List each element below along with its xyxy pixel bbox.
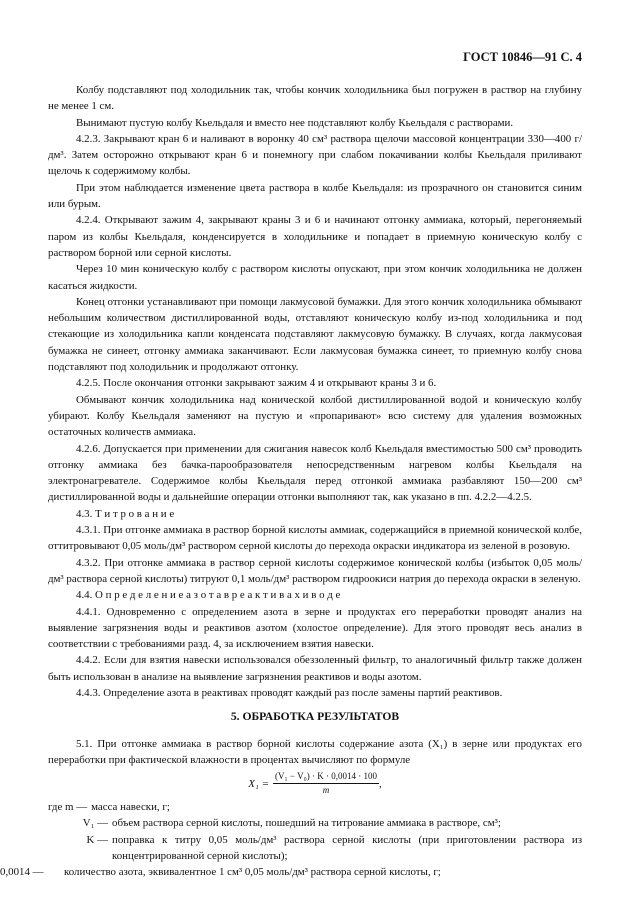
definition-symbol: K — xyxy=(86,833,108,846)
definition-row xyxy=(48,799,582,815)
definition-symbol: где m — xyxy=(48,801,88,814)
definition-symbol: 0,0014 — xyxy=(0,866,44,879)
formula-fraction xyxy=(273,770,379,797)
paragraph: 4.4.2. Если для взятия навески использовался обеззоленный фильтр, то аналогичный фильтр также должен быть использован в анализе на выявление загрязнения реактивов и воды азотом. xyxy=(48,654,582,683)
paragraph: Обмывают кончик холодильника над конической колбой дистиллированной водой и коническую колбу убирают. Колбу Кьельдаля заменяют на пустую и «пропаривают» всю систему для удаления возможных остаточных количеств аммиака. xyxy=(48,393,582,439)
formula-end: , xyxy=(378,777,382,790)
definition-row xyxy=(48,832,582,865)
paragraph: Вынимают пустую колбу Кьельдаля и вместо нее подставляют колбу Кьельдаля с растворами. xyxy=(76,116,514,129)
definition-text: масса навески, г; xyxy=(91,801,170,814)
paragraph: При этом наблюдается изменение цвета раствора в колбе Кьельдаля: из прозрачного он становится синим или бурым. xyxy=(48,181,582,211)
definition-text: количество азота, эквивалентное 1 см³ 0,05 моль/дм³ раствора серной кислоты, г; xyxy=(64,866,441,879)
formula xyxy=(48,770,582,797)
subsection-heading: 4.4. О п р е д е л е н и е а з о т а в р е а к т и в а х и в о д е xyxy=(76,589,341,602)
paragraph: 4.3.1. При отгонке аммиака в раствор борной кислоты аммиак, содержащийся в приемной конической колбе, оттитровывают 0,05 моль/дм³ раствором серной кислоты до перехода окраски индикатора из зеленой в розовую. xyxy=(48,524,582,553)
paragraph: 4.2.3. Закрывают кран 6 и наливают в воронку 40 см³ раствора щелочи массовой концентрации 330—400 г/дм³. Затем осторожно открывают кран 6 и понемногу при слабом покачивании колбы Кьельдаля приливают щелочь к содержимому колбы. xyxy=(48,132,582,178)
paragraph: 4.4.1. Одновременно с определением азота в зерне и продуктах его переработки проводят анализ на выявление загрязнения воды и реактивов азотом (холостое определение). Для этого проводят весь анализ в соответствии с требованиями разд. 4, за исключением взятия навески. xyxy=(48,605,582,651)
paragraph: Через 10 мин коническую колбу с раствором кислоты опускают, при этом кончик холодильника не должен касаться жидкости. xyxy=(48,263,582,292)
paragraph: 4.4.3. Определение азота в реактивах проводят каждый раз после замены партий реактивов. xyxy=(76,686,503,699)
paragraph: 4.2.4. Открывают зажим 4, закрывают краны 3 и 6 и начинают отгонку аммиака, который, перегоняемый паром из колбы Кьельдаля, конденсируется в холодильнике и попадает в приемную коническую колбу с раствором борной или серной кислоты. xyxy=(48,214,582,259)
formula-numerator: (V₁ − V₀) · K · 0,0014 · 100 xyxy=(273,770,379,784)
definition-text: объем раствора серной кислоты, пошедший на титрование аммиака в растворе, см³; xyxy=(112,817,501,830)
paragraph: 4.3.2. При отгонке аммиака в раствор серной кислоты содержимое конической колбы (избыток 0,05 моль/дм³ раствора серной кислоты) титруют 0,1 моль/дм³ раствором гидроокиси натрия до перехода окраски в зеленую. xyxy=(48,556,582,585)
formula-denominator: m xyxy=(322,785,330,796)
paragraph: Конец отгонки устанавливают при помощи лакмусовой бумажки. Для этого кончик холодильника обмывают небольшим количеством дистиллированной воды, отставляют коническую колбу из-под холодильника и под стекающие из холодильника капли конденсата подставляют лакмусовую бумажку. В случаях, когда лакмусовая бумажка не синеет, отгонку аммиака заканчивают. Если лакмусовая бумажка синеет, то приемную колбу снова подставляют под холодильник и продолжают отгонку. xyxy=(48,295,582,374)
paragraph: 4.2.6. Допускается при применении для сжигания навесок колб Кьельдаля вместимостью 500 см³ проводить отгонку аммиака без бачка-парообразователя непосредственным нагревом колбы Кьельдаля на электронагревателе. Содержимое колбы Кьельдаля перед отгонкой аммиака разбавляют 150—200 см³ дистиллированной воды и дальнейшие операции отгонки выполняют так, как указано в пп. 4.2.2—4.2.5. xyxy=(48,442,582,504)
page-header: ГОСТ 10846—91 С. 4 xyxy=(463,50,582,64)
section-title: 5. ОБРАБОТКА РЕЗУЛЬТАТОВ xyxy=(230,710,400,724)
paragraph: 4.2.5. После окончания отгонки закрывают зажим 4 и открывают краны 3 и 6. xyxy=(76,377,437,390)
definition-row xyxy=(48,815,582,831)
subsection-heading: 4.3. Т и т р о в а н и е xyxy=(76,507,175,520)
definition-row xyxy=(0,864,582,880)
definition-text: поправка к титру 0,05 моль/дм³ раствора серной кислоты (при приготовлении раствора из концентрированной серной кислоты); xyxy=(112,833,582,863)
paragraph: Колбу подставляют под холодильник так, чтобы кончик холодильника был погружен в раствор на глубину не менее 1 см. xyxy=(48,84,582,113)
definition-symbol: V₁ — xyxy=(82,817,108,830)
document-body xyxy=(0,82,582,881)
definitions-list xyxy=(0,799,582,880)
formula-lhs: X₁ = xyxy=(248,777,270,790)
paragraph: 5.1. При отгонке аммиака в раствор борной кислоты содержание азота (X₁) в зерне или продуктах его переработки при фактической влажности в процентах вычисляют по формуле xyxy=(48,737,582,766)
